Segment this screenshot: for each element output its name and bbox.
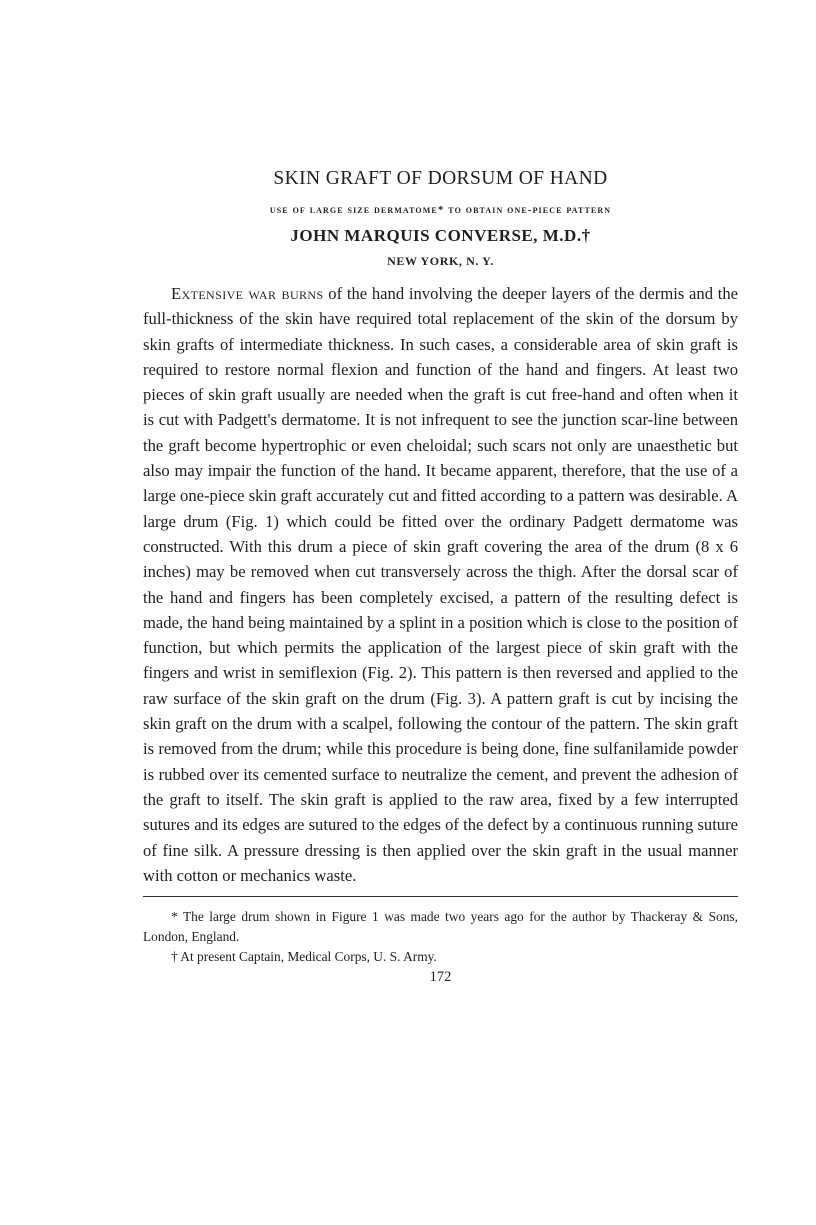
footnote-drum: * The large drum shown in Figure 1 was made two years ago for the author by Thackeray & Sons, London, England. xyxy=(143,909,738,945)
body-paragraph xyxy=(143,281,738,888)
page-number: 172 xyxy=(429,969,452,986)
article-page xyxy=(143,168,738,986)
paragraph-text: of the hand involving the deeper layers of the dermis and the full-thickness of the skin have required total replacement of the skin of the dorsum by skin grafts of intermediate thickness. In such cases, a considerable area of skin graft is required to restore normal flexion and function of the hand and fingers. At least two pieces of skin graft usually are needed when the graft is cut free-hand and often when it is cut with Padgett's dermatome. It is not infrequent to see the junction scar-line between the graft become hypertrophic or even cheloidal; such scars not only are unaesthetic but also may impair the function of the hand. It became apparent, therefore, that the use of a large one-piece skin graft accurately cut and fitted according to a pattern was desirable. A large drum (Fig. 1) which could be fitted over the ordinary Padgett dermatome was constructed. With this drum a piece of skin graft covering the area of the drum (8 x 6 inches) may be removed when cut transversely across the thigh. After the dorsal scar of the hand and fingers has been completely excised, a pattern of the resulting defect is made, the hand being maintained by a splint in a position which is close to the position of function, but which permits the application of the largest piece of skin graft with the fingers and wrist in semiflexion (Fig. 2). This pattern is then reversed and applied to the raw surface of the skin graft on the drum (Fig. 3). A pattern graft is cut by incising the skin graft on the drum with a scalpel, following the contour of the pattern. The skin graft is removed from the drum; while this procedure is being done, fine sulfanilamide powder is rubbed over its cemented surface to neutralize the cement, and prevent the adhesion of the graft to itself. The skin graft is applied to the raw area, fixed by a few interrupted sutures and its edges are sutured to the edges of the defect by a continuous running suture of fine silk. A pressure dressing is then applied over the skin graft in the usual manner with cotton or mechanics waste. xyxy=(143,284,739,885)
footnote-divider xyxy=(143,896,738,897)
article-title: SKIN GRAFT OF DORSUM OF HAND xyxy=(273,168,608,189)
author-name: JOHN MARQUIS CONVERSE, M.D.† xyxy=(290,226,591,245)
footnote-author: † At present Captain, Medical Corps, U. S. Army. xyxy=(171,949,437,965)
author-location: NEW YORK, N. Y. xyxy=(387,254,494,268)
article-subtitle: use of large size dermatome* to obtain one-piece pattern xyxy=(269,204,612,216)
lead-in: Extensive war burns xyxy=(171,284,324,303)
